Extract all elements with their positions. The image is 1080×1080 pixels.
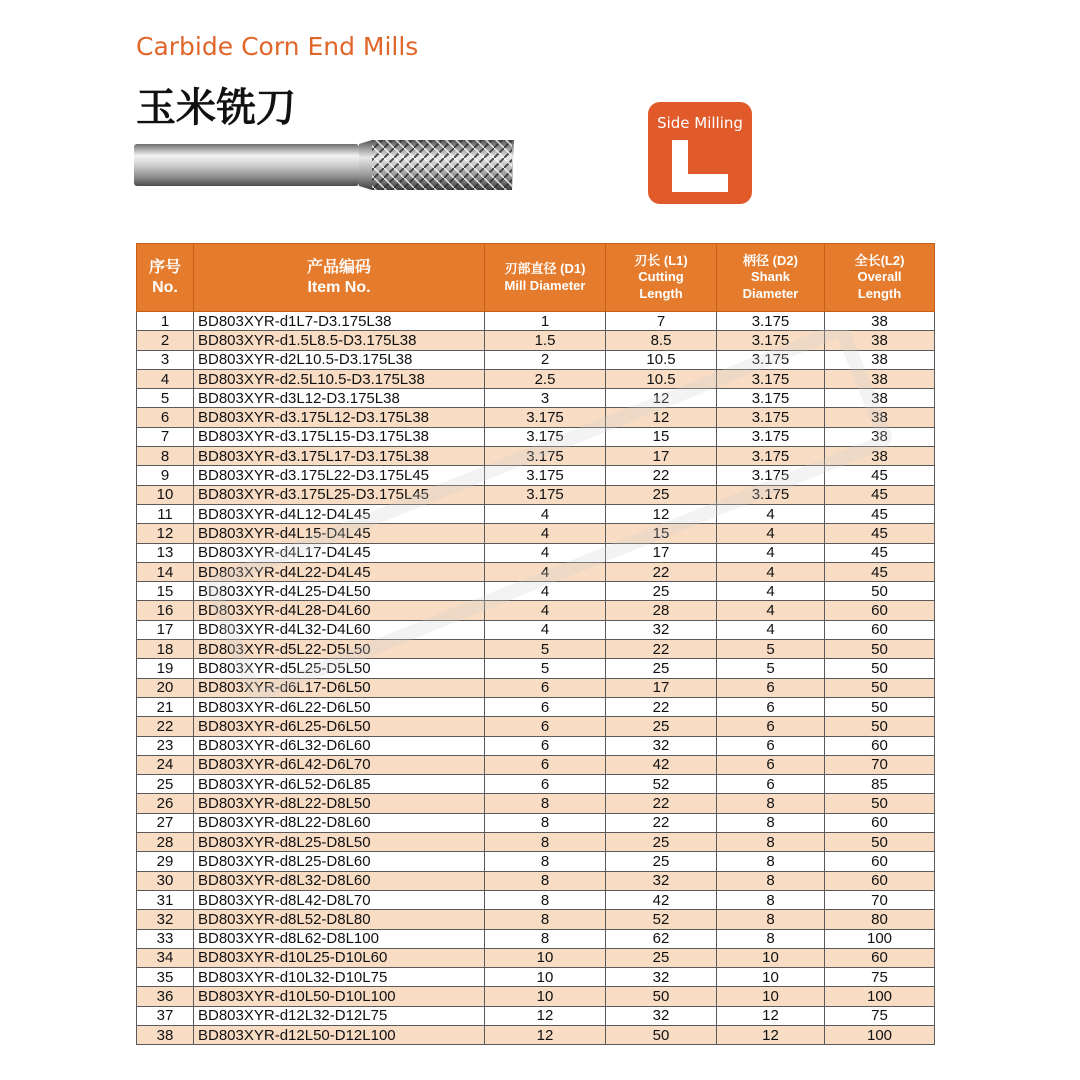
cell-no: 1 <box>137 312 194 331</box>
cell-mill-diameter: 8 <box>485 852 606 871</box>
cell-mill-diameter: 8 <box>485 833 606 852</box>
cell-no: 17 <box>137 620 194 639</box>
cell-no: 38 <box>137 1025 194 1044</box>
cell-overall-length: 50 <box>825 833 935 852</box>
cell-mill-diameter: 8 <box>485 794 606 813</box>
table-row <box>137 717 935 736</box>
cell-overall-length: 45 <box>825 504 935 523</box>
cell-overall-length: 38 <box>825 350 935 369</box>
cell-mill-diameter: 6 <box>485 775 606 794</box>
cell-item-no: BD803XYR-d3.175L17-D3.175L38 <box>194 447 485 466</box>
table-row <box>137 890 935 909</box>
cell-no: 37 <box>137 1006 194 1025</box>
cell-shank-diameter: 4 <box>717 524 825 543</box>
table-row <box>137 331 935 350</box>
table-row <box>137 910 935 929</box>
cell-shank-diameter: 3.175 <box>717 485 825 504</box>
cell-no: 8 <box>137 447 194 466</box>
cell-mill-diameter: 6 <box>485 678 606 697</box>
cell-cutting-length: 7 <box>606 312 717 331</box>
cell-item-no: BD803XYR-d3.175L25-D3.175L45 <box>194 485 485 504</box>
cell-mill-diameter: 8 <box>485 890 606 909</box>
cell-item-no: BD803XYR-d8L25-D8L50 <box>194 833 485 852</box>
cell-mill-diameter: 8 <box>485 813 606 832</box>
cell-item-no: BD803XYR-d2L10.5-D3.175L38 <box>194 350 485 369</box>
cell-cutting-length: 25 <box>606 485 717 504</box>
table-row <box>137 852 935 871</box>
specification-table <box>136 243 935 1045</box>
cell-shank-diameter: 4 <box>717 601 825 620</box>
cell-mill-diameter: 3.175 <box>485 427 606 446</box>
cell-overall-length: 38 <box>825 408 935 427</box>
cell-no: 23 <box>137 736 194 755</box>
table-row <box>137 968 935 987</box>
cell-shank-diameter: 3.175 <box>717 427 825 446</box>
cell-item-no: BD803XYR-d8L32-D8L60 <box>194 871 485 890</box>
cell-no: 15 <box>137 582 194 601</box>
table-body <box>137 312 935 1045</box>
cell-no: 20 <box>137 678 194 697</box>
cell-item-no: BD803XYR-d10L25-D10L60 <box>194 948 485 967</box>
cell-shank-diameter: 3.175 <box>717 350 825 369</box>
cell-shank-diameter: 8 <box>717 910 825 929</box>
cell-shank-diameter: 3.175 <box>717 466 825 485</box>
cell-cutting-length: 12 <box>606 408 717 427</box>
cell-no: 21 <box>137 697 194 716</box>
cell-shank-diameter: 5 <box>717 659 825 678</box>
cell-overall-length: 75 <box>825 968 935 987</box>
cell-no: 11 <box>137 504 194 523</box>
cell-shank-diameter: 8 <box>717 852 825 871</box>
cell-shank-diameter: 6 <box>717 717 825 736</box>
cell-overall-length: 60 <box>825 736 935 755</box>
table-row <box>137 640 935 659</box>
table-row <box>137 813 935 832</box>
table-row <box>137 755 935 774</box>
cell-cutting-length: 15 <box>606 524 717 543</box>
cell-overall-length: 45 <box>825 466 935 485</box>
cell-overall-length: 60 <box>825 871 935 890</box>
cell-overall-length: 38 <box>825 389 935 408</box>
cell-item-no: BD803XYR-d4L32-D4L60 <box>194 620 485 639</box>
cell-overall-length: 75 <box>825 1006 935 1025</box>
cell-shank-diameter: 3.175 <box>717 447 825 466</box>
table-row <box>137 794 935 813</box>
cell-overall-length: 38 <box>825 427 935 446</box>
table-row <box>137 1025 935 1044</box>
cell-item-no: BD803XYR-d4L28-D4L60 <box>194 601 485 620</box>
cell-item-no: BD803XYR-d4L22-D4L45 <box>194 562 485 581</box>
cell-overall-length: 50 <box>825 640 935 659</box>
table-row <box>137 524 935 543</box>
cell-shank-diameter: 10 <box>717 948 825 967</box>
cell-shank-diameter: 3.175 <box>717 389 825 408</box>
cell-overall-length: 50 <box>825 697 935 716</box>
side-milling-badge <box>648 102 752 204</box>
cell-mill-diameter: 4 <box>485 620 606 639</box>
cell-no: 22 <box>137 717 194 736</box>
cell-item-no: BD803XYR-d4L17-D4L45 <box>194 543 485 562</box>
cell-shank-diameter: 12 <box>717 1006 825 1025</box>
product-title-chinese: 玉米铣刀 <box>136 85 296 131</box>
cell-cutting-length: 50 <box>606 987 717 1006</box>
table-row <box>137 504 935 523</box>
cell-cutting-length: 25 <box>606 833 717 852</box>
cell-cutting-length: 32 <box>606 1006 717 1025</box>
cell-cutting-length: 22 <box>606 562 717 581</box>
cell-shank-diameter: 8 <box>717 871 825 890</box>
cell-mill-diameter: 4 <box>485 524 606 543</box>
cell-mill-diameter: 1.5 <box>485 331 606 350</box>
table-row <box>137 659 935 678</box>
cell-mill-diameter: 5 <box>485 659 606 678</box>
cell-shank-diameter: 5 <box>717 640 825 659</box>
cell-mill-diameter: 4 <box>485 582 606 601</box>
column-header-mill-diameter: 刃部直径 (D1) Mill Diameter <box>485 244 606 312</box>
column-header-no: 序号 No. <box>137 244 194 312</box>
cell-cutting-length: 25 <box>606 852 717 871</box>
cell-cutting-length: 28 <box>606 601 717 620</box>
cell-item-no: BD803XYR-d6L32-D6L60 <box>194 736 485 755</box>
column-header-shank-diameter: 柄径 (D2) Shank Diameter <box>717 244 825 312</box>
cell-item-no: BD803XYR-d6L52-D6L85 <box>194 775 485 794</box>
cell-cutting-length: 8.5 <box>606 331 717 350</box>
cell-cutting-length: 32 <box>606 871 717 890</box>
cell-item-no: BD803XYR-d10L50-D10L100 <box>194 987 485 1006</box>
cell-cutting-length: 22 <box>606 466 717 485</box>
table-row <box>137 678 935 697</box>
cell-cutting-length: 10.5 <box>606 369 717 388</box>
cell-no: 19 <box>137 659 194 678</box>
cell-no: 4 <box>137 369 194 388</box>
cell-overall-length: 45 <box>825 524 935 543</box>
cell-item-no: BD803XYR-d5L22-D5L50 <box>194 640 485 659</box>
column-header-overall-length: 全长(L2) Overall Length <box>825 244 935 312</box>
cell-cutting-length: 62 <box>606 929 717 948</box>
cell-overall-length: 45 <box>825 543 935 562</box>
table-row <box>137 562 935 581</box>
cell-overall-length: 50 <box>825 678 935 697</box>
cell-cutting-length: 15 <box>606 427 717 446</box>
cell-shank-diameter: 4 <box>717 504 825 523</box>
cell-cutting-length: 25 <box>606 717 717 736</box>
cell-shank-diameter: 6 <box>717 736 825 755</box>
cell-no: 7 <box>137 427 194 446</box>
cell-mill-diameter: 8 <box>485 910 606 929</box>
cell-item-no: BD803XYR-d6L42-D6L70 <box>194 755 485 774</box>
table-row <box>137 736 935 755</box>
cell-no: 24 <box>137 755 194 774</box>
cell-item-no: BD803XYR-d8L22-D8L60 <box>194 813 485 832</box>
cell-cutting-length: 32 <box>606 736 717 755</box>
cell-no: 9 <box>137 466 194 485</box>
cell-mill-diameter: 3.175 <box>485 447 606 466</box>
cell-item-no: BD803XYR-d8L62-D8L100 <box>194 929 485 948</box>
cell-item-no: BD803XYR-d5L25-D5L50 <box>194 659 485 678</box>
table-row <box>137 1006 935 1025</box>
cell-cutting-length: 25 <box>606 948 717 967</box>
cell-shank-diameter: 6 <box>717 755 825 774</box>
table-row <box>137 485 935 504</box>
cell-item-no: BD803XYR-d8L42-D8L70 <box>194 890 485 909</box>
cell-no: 31 <box>137 890 194 909</box>
cell-cutting-length: 25 <box>606 582 717 601</box>
cell-no: 2 <box>137 331 194 350</box>
table-row <box>137 543 935 562</box>
cell-overall-length: 60 <box>825 948 935 967</box>
cell-no: 6 <box>137 408 194 427</box>
cell-overall-length: 60 <box>825 601 935 620</box>
cell-overall-length: 45 <box>825 485 935 504</box>
side-milling-label: Side Milling <box>657 114 743 132</box>
cell-shank-diameter: 6 <box>717 678 825 697</box>
cell-overall-length: 38 <box>825 312 935 331</box>
cell-cutting-length: 52 <box>606 775 717 794</box>
cell-cutting-length: 22 <box>606 794 717 813</box>
cell-shank-diameter: 3.175 <box>717 369 825 388</box>
cell-shank-diameter: 8 <box>717 890 825 909</box>
cell-mill-diameter: 6 <box>485 736 606 755</box>
cell-item-no: BD803XYR-d6L22-D6L50 <box>194 697 485 716</box>
cell-overall-length: 80 <box>825 910 935 929</box>
cell-mill-diameter: 10 <box>485 987 606 1006</box>
cell-item-no: BD803XYR-d6L25-D6L50 <box>194 717 485 736</box>
table-row <box>137 697 935 716</box>
cell-no: 32 <box>137 910 194 929</box>
product-title-english: Carbide Corn End Mills <box>136 32 419 61</box>
cell-mill-diameter: 2.5 <box>485 369 606 388</box>
cell-shank-diameter: 8 <box>717 794 825 813</box>
table-row <box>137 466 935 485</box>
cell-no: 26 <box>137 794 194 813</box>
cell-no: 34 <box>137 948 194 967</box>
cell-item-no: BD803XYR-d3.175L15-D3.175L38 <box>194 427 485 446</box>
cell-cutting-length: 25 <box>606 659 717 678</box>
cell-no: 12 <box>137 524 194 543</box>
cell-cutting-length: 10.5 <box>606 350 717 369</box>
cell-overall-length: 60 <box>825 620 935 639</box>
table-row <box>137 987 935 1006</box>
cell-no: 30 <box>137 871 194 890</box>
cell-mill-diameter: 10 <box>485 948 606 967</box>
cell-mill-diameter: 6 <box>485 697 606 716</box>
cell-cutting-length: 12 <box>606 389 717 408</box>
cell-mill-diameter: 3.175 <box>485 408 606 427</box>
cell-shank-diameter: 8 <box>717 929 825 948</box>
cell-overall-length: 60 <box>825 852 935 871</box>
cell-no: 25 <box>137 775 194 794</box>
cell-overall-length: 85 <box>825 775 935 794</box>
cell-cutting-length: 52 <box>606 910 717 929</box>
cell-cutting-length: 17 <box>606 543 717 562</box>
cell-mill-diameter: 8 <box>485 871 606 890</box>
cell-item-no: BD803XYR-d6L17-D6L50 <box>194 678 485 697</box>
cell-overall-length: 50 <box>825 794 935 813</box>
cell-no: 35 <box>137 968 194 987</box>
cell-mill-diameter: 10 <box>485 968 606 987</box>
table-row <box>137 312 935 331</box>
table-row <box>137 601 935 620</box>
cell-overall-length: 38 <box>825 331 935 350</box>
cell-mill-diameter: 4 <box>485 504 606 523</box>
cell-no: 13 <box>137 543 194 562</box>
cell-no: 33 <box>137 929 194 948</box>
cell-mill-diameter: 3 <box>485 389 606 408</box>
cell-item-no: BD803XYR-d8L22-D8L50 <box>194 794 485 813</box>
cell-shank-diameter: 3.175 <box>717 312 825 331</box>
cell-shank-diameter: 8 <box>717 833 825 852</box>
table-row <box>137 929 935 948</box>
cell-shank-diameter: 8 <box>717 813 825 832</box>
cell-no: 16 <box>137 601 194 620</box>
cell-item-no: BD803XYR-d3.175L22-D3.175L45 <box>194 466 485 485</box>
table-row <box>137 350 935 369</box>
cell-no: 29 <box>137 852 194 871</box>
cell-mill-diameter: 2 <box>485 350 606 369</box>
cell-overall-length: 50 <box>825 582 935 601</box>
table-row <box>137 620 935 639</box>
table-row <box>137 833 935 852</box>
cell-cutting-length: 42 <box>606 890 717 909</box>
cell-cutting-length: 12 <box>606 504 717 523</box>
cell-mill-diameter: 4 <box>485 601 606 620</box>
cell-cutting-length: 22 <box>606 697 717 716</box>
cell-mill-diameter: 12 <box>485 1006 606 1025</box>
cell-item-no: BD803XYR-d4L15-D4L45 <box>194 524 485 543</box>
cell-shank-diameter: 10 <box>717 987 825 1006</box>
table-row <box>137 408 935 427</box>
cell-item-no: BD803XYR-d12L50-D12L100 <box>194 1025 485 1044</box>
cell-shank-diameter: 12 <box>717 1025 825 1044</box>
cell-item-no: BD803XYR-d1L7-D3.175L38 <box>194 312 485 331</box>
l-shape-side-milling-icon <box>672 140 728 192</box>
cell-overall-length: 60 <box>825 813 935 832</box>
cell-no: 5 <box>137 389 194 408</box>
cell-item-no: BD803XYR-d3L12-D3.175L38 <box>194 389 485 408</box>
cell-cutting-length: 17 <box>606 447 717 466</box>
cell-item-no: BD803XYR-d1.5L8.5-D3.175L38 <box>194 331 485 350</box>
cell-cutting-length: 50 <box>606 1025 717 1044</box>
cell-no: 14 <box>137 562 194 581</box>
column-header-cutting-length: 刃长 (L1) Cutting Length <box>606 244 717 312</box>
cell-item-no: BD803XYR-d10L32-D10L75 <box>194 968 485 987</box>
cell-item-no: BD803XYR-d4L25-D4L50 <box>194 582 485 601</box>
cell-overall-length: 50 <box>825 717 935 736</box>
column-header-item-no: 产品编码 Item No. <box>194 244 485 312</box>
cell-no: 10 <box>137 485 194 504</box>
cell-mill-diameter: 5 <box>485 640 606 659</box>
cell-mill-diameter: 3.175 <box>485 466 606 485</box>
cell-shank-diameter: 4 <box>717 562 825 581</box>
cell-shank-diameter: 4 <box>717 582 825 601</box>
table-row <box>137 447 935 466</box>
cell-overall-length: 38 <box>825 369 935 388</box>
cell-shank-diameter: 6 <box>717 697 825 716</box>
cell-overall-length: 70 <box>825 890 935 909</box>
cell-no: 36 <box>137 987 194 1006</box>
cell-cutting-length: 22 <box>606 813 717 832</box>
cell-shank-diameter: 3.175 <box>717 331 825 350</box>
cell-no: 3 <box>137 350 194 369</box>
table-row <box>137 948 935 967</box>
cell-cutting-length: 17 <box>606 678 717 697</box>
cell-mill-diameter: 12 <box>485 1025 606 1044</box>
cell-mill-diameter: 4 <box>485 543 606 562</box>
cell-mill-diameter: 4 <box>485 562 606 581</box>
cell-mill-diameter: 8 <box>485 929 606 948</box>
cell-mill-diameter: 1 <box>485 312 606 331</box>
cell-shank-diameter: 10 <box>717 968 825 987</box>
cell-item-no: BD803XYR-d3.175L12-D3.175L38 <box>194 408 485 427</box>
cell-cutting-length: 22 <box>606 640 717 659</box>
cell-shank-diameter: 3.175 <box>717 408 825 427</box>
cell-item-no: BD803XYR-d2.5L10.5-D3.175L38 <box>194 369 485 388</box>
table-row <box>137 427 935 446</box>
cell-item-no: BD803XYR-d12L32-D12L75 <box>194 1006 485 1025</box>
cell-overall-length: 70 <box>825 755 935 774</box>
cell-overall-length: 50 <box>825 659 935 678</box>
cell-mill-diameter: 6 <box>485 717 606 736</box>
table-row <box>137 775 935 794</box>
corn-end-mill-image <box>134 138 514 192</box>
cell-overall-length: 38 <box>825 447 935 466</box>
cell-cutting-length: 32 <box>606 620 717 639</box>
cell-overall-length: 100 <box>825 929 935 948</box>
cell-overall-length: 100 <box>825 987 935 1006</box>
cell-mill-diameter: 3.175 <box>485 485 606 504</box>
cell-item-no: BD803XYR-d8L52-D8L80 <box>194 910 485 929</box>
cell-item-no: BD803XYR-d4L12-D4L45 <box>194 504 485 523</box>
cell-shank-diameter: 4 <box>717 543 825 562</box>
table-row <box>137 582 935 601</box>
cell-mill-diameter: 6 <box>485 755 606 774</box>
table-header-row <box>137 244 935 312</box>
cell-cutting-length: 42 <box>606 755 717 774</box>
cell-shank-diameter: 6 <box>717 775 825 794</box>
table-row <box>137 389 935 408</box>
cell-overall-length: 45 <box>825 562 935 581</box>
cell-overall-length: 100 <box>825 1025 935 1044</box>
table-row <box>137 871 935 890</box>
table-row <box>137 369 935 388</box>
cell-item-no: BD803XYR-d8L25-D8L60 <box>194 852 485 871</box>
cell-no: 18 <box>137 640 194 659</box>
cell-shank-diameter: 4 <box>717 620 825 639</box>
cell-cutting-length: 32 <box>606 968 717 987</box>
cell-no: 27 <box>137 813 194 832</box>
cell-no: 28 <box>137 833 194 852</box>
